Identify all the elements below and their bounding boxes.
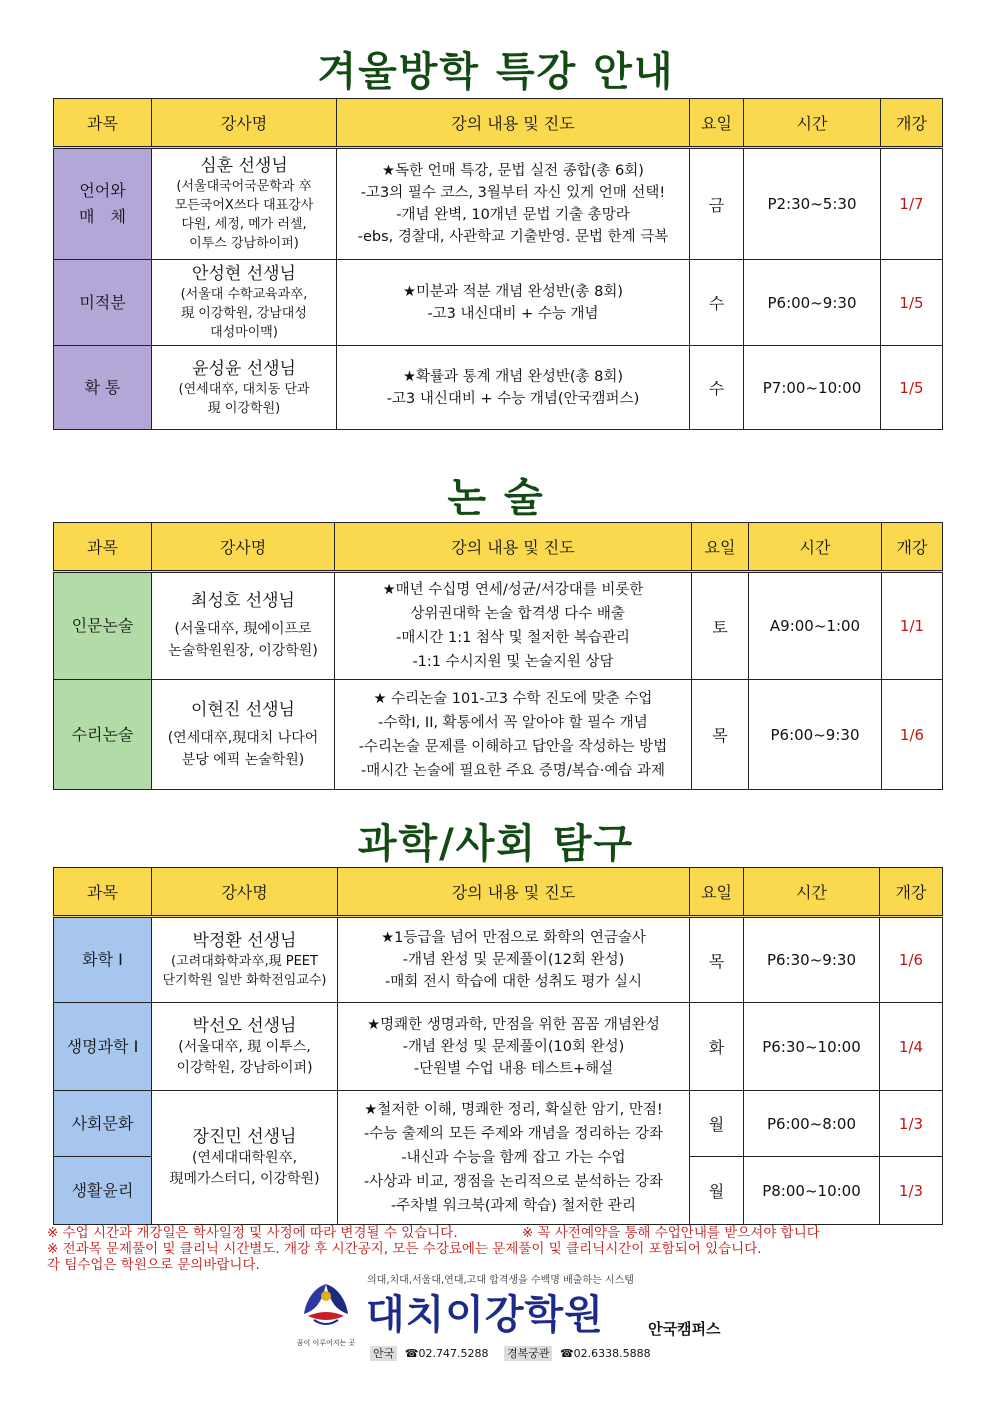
table-row [54,680,943,790]
content-line: -내신과 수능을 함께 잡고 가는 수업 [401,1149,626,1166]
header-day: 요일 [692,523,749,572]
header-time: 시간 [744,868,880,917]
teacher-cell [152,1003,338,1091]
header-open: 개강 [880,868,943,917]
open-date-cell: 1/4 [880,1003,943,1091]
day-cell: 목 [692,680,749,790]
time-cell: P6:30~9:30 [744,917,880,1003]
content-cell [335,572,692,680]
content-line: ★확률과 통계 개념 완성반(총 8회) [402,368,624,385]
table-row [54,572,943,680]
content-cell [337,260,690,346]
open-date-cell: 1/5 [881,260,943,346]
table-row [54,346,943,430]
header-day: 요일 [690,99,744,148]
header-time: 시간 [744,99,881,148]
content-line: ★미분과 적분 개념 완성반(총 8회) [402,283,624,300]
header-open: 개강 [881,99,943,148]
teacher-desc: (서울대卒, 現 이투스, 이강학원, 강남하이퍼) [176,1038,313,1076]
essay-table [53,522,943,790]
contact-info [370,1345,663,1361]
teacher-cell [152,148,337,260]
content-line: -고3 내신대비 + 수능 개념(안국캠퍼스) [386,390,640,407]
section-title-inquiry: 과학/사회 탐구 [357,821,635,867]
open-date-cell: 1/7 [881,148,943,260]
table-header-row [54,99,943,148]
teacher-desc: (연세대대학원卒, 現메가스터디, 이강학원) [169,1149,320,1187]
header-content: 강의 내용 및 진도 [337,99,690,148]
teacher-name: 장진민 선생님 [192,1126,297,1147]
header-open: 개강 [882,523,943,572]
table-header-row [54,523,943,572]
header-time: 시간 [749,523,882,572]
notes [47,1225,947,1273]
teacher-cell [152,1091,338,1225]
teacher-desc: (서울대卒, 現에이프로 논술학원원장, 이강학원) [168,621,318,659]
teacher-desc: (연세대卒,現대치 나다어 분당 에픽 논술학원) [167,729,319,768]
content-cell [338,917,690,1003]
content-line: -1:1 수시지원 및 논술지원 상담 [412,654,614,670]
phone-number: ☎02.6338.5888 [559,1347,651,1360]
teacher-cell [152,917,338,1003]
content-line: -수능 출제의 모든 주제와 개념을 정리하는 강좌 [363,1125,664,1142]
time-cell: P2:30~5:30 [744,148,881,260]
time-cell: P6:00~8:00 [744,1091,880,1157]
teacher-name: 최성호 선생님 [191,591,295,611]
header-content: 강의 내용 및 진도 [338,868,690,917]
content-line: -수학I, II, 확통에서 꼭 알아야 할 필수 개념 [378,714,648,731]
subject-cell: 수리논술 [54,680,152,790]
note-line: 각 팀수업은 학원으로 문의바랍니다. [47,1257,260,1273]
note-line: ※ 전과목 문제풀이 및 클리닉 시간별도. 개강 후 시간공지, 모든 수강료에는 문제풀이 및 클리닉시간이 포함되어 있습니다. [47,1241,762,1257]
content-cell [338,1003,690,1091]
open-date-cell: 1/3 [880,1091,943,1157]
time-cell: A9:00~1:00 [749,572,882,680]
teacher-cell [152,680,335,790]
time-cell: P6:00~9:30 [749,680,882,790]
content-line: -단원별 수업 내용 테스트+해설 [413,1060,614,1077]
header-teacher: 강사명 [152,523,335,572]
content-cell [337,346,690,430]
note-reservation: ※ 꼭 사전예약을 통해 수업안내를 받으셔야 합니다 [521,1225,820,1241]
day-cell: 화 [690,1003,744,1091]
time-cell: P8:00~10:00 [744,1157,880,1225]
table-row [54,1091,943,1157]
content-line: -수리논술 문제를 이해하고 답안을 작성하는 방법 [358,738,668,755]
content-line: ★ 수리논술 101-고3 수학 진도에 맞춘 수업 [373,690,653,707]
teacher-cell [152,260,337,346]
subject-cell: 미적분 [54,260,152,346]
academy-name: 대치이강학원 [366,1292,604,1338]
note-schedule-change: ※ 수업 시간과 개강일은 학사일정 및 사정에 따라 변경될 수 있습니다. [47,1225,458,1241]
subject-cell: 생명과학 I [54,1003,152,1091]
content-line: ★1등급을 넘어 만점으로 화학의 연금술사 [381,930,646,946]
content-line: ★철저한 이해, 명쾌한 정리, 확실한 암기, 만점! [364,1101,663,1118]
subject-cell: 생활윤리 [54,1157,152,1225]
teacher-name: 안성현 선생님 [192,264,296,284]
table-row [54,148,943,260]
header-teacher: 강사명 [152,868,338,917]
content-line: -개념 완벽, 10개년 문법 기출 총망라 [396,207,630,223]
content-line: -고3의 필수 코스, 3월부터 자신 있게 언매 선택! [360,185,666,201]
content-line: -개념 완성 및 문제풀이(10회 완성) [402,1038,625,1055]
campus-name: 안국캠퍼스 [648,1320,721,1338]
teacher-cell [152,572,335,680]
content-cell [335,680,692,790]
content-line: 상위권대학 논술 합격생 다수 배출 [401,606,625,622]
section-title-essay: 논 술 [447,475,545,521]
content-line: -고3 내신대비 + 수능 개념 [427,305,599,322]
footer-tagline: 의대,치대,서울대,연대,고대 합격생을 수백명 배출하는 시스템 [367,1275,634,1286]
teacher-name: 이현진 선생님 [191,699,295,720]
open-date-cell: 1/6 [880,917,943,1003]
open-date-cell: 1/5 [881,346,943,430]
content-line: -매회 전시 학습에 대한 성취도 평가 실시 [385,974,642,990]
time-cell: P6:00~9:30 [744,260,881,346]
subject-cell: 사회문화 [54,1091,152,1157]
table-header-row [54,868,943,917]
content-line: -ebs, 경찰대, 사관학교 기출반영. 문법 한계 극복 [357,229,669,245]
section-title-winter: 겨울방학 특강 안내 [317,49,675,95]
subject-cell: 인문논술 [54,572,152,680]
subject-cell: 확 통 [54,346,152,430]
open-date-cell: 1/1 [882,572,943,680]
content-line: -사상과 비교, 쟁점을 논리적으로 분석하는 강좌 [363,1173,664,1190]
day-cell: 수 [690,260,744,346]
teacher-desc: (서울대 수학교육과卒, 現 이강학원, 강남대성 대성마이맥) [180,287,308,340]
header-day: 요일 [690,868,744,917]
time-cell: P6:30~10:00 [744,1003,880,1091]
logo-caption: 꿈이 이루어지는 곳 [296,1339,356,1347]
branch-label: 경복궁관 [504,1346,553,1361]
content-line: ★매년 수십명 연세/성균/서강대를 비롯한 [382,582,644,598]
teacher-name: 박정환 선생님 [192,931,297,951]
content-cell [338,1091,690,1225]
time-cell: P7:00~10:00 [744,346,881,430]
teacher-name: 박선오 선생님 [192,1015,297,1036]
content-line: ★독한 언매 특강, 문법 실전 종합(총 6회) [382,163,644,179]
content-line: -개념 완성 및 문제풀이(12회 완성) [402,952,625,968]
header-subject: 과목 [54,523,152,572]
teacher-cell [152,346,337,430]
teacher-desc: (연세대卒, 대치동 단과 現 이강학원) [178,381,310,416]
teacher-desc: (고려대화학과卒,現 PEET 단기학원 일반 화학전임교수) [162,954,327,988]
day-cell: 월 [690,1091,744,1157]
academy-logo-icon [296,1280,356,1347]
open-date-cell: 1/3 [880,1157,943,1225]
day-cell: 수 [690,346,744,430]
subject-cell: 화학 I [54,917,152,1003]
header-subject: 과목 [54,99,152,148]
content-line: -매시간 논술에 필요한 주요 증명/복습·예습 과제 [361,762,665,779]
content-line: -매시간 1:1 첨삭 및 철저한 복습관리 [396,630,630,646]
teacher-name: 심훈 선생님 [200,156,288,176]
header-subject: 과목 [54,868,152,917]
table-row [54,917,943,1003]
inquiry-table [53,867,943,1225]
day-cell: 월 [690,1157,744,1225]
table-row [54,260,943,346]
day-cell: 금 [690,148,744,260]
teacher-desc: (서울대국어국문학과 卒 모든국어X쓰다 대표강사 다원, 세정, 메가 러셀, 이투스 강남하이퍼) [174,179,314,251]
content-line: ★명쾌한 생명과학, 만점을 위한 꼼꼼 개념완성 [367,1016,660,1033]
day-cell: 목 [690,917,744,1003]
note-line [47,1225,947,1241]
teacher-name: 윤성윤 선생님 [192,358,296,379]
open-date-cell: 1/6 [882,680,943,790]
branch-label: 안국 [370,1346,397,1361]
day-cell: 토 [692,572,749,680]
phone-number: ☎02.747.5288 [404,1347,489,1360]
content-cell [337,148,690,260]
table-row [54,1003,943,1091]
header-content: 강의 내용 및 진도 [335,523,692,572]
subject-cell: 언어와 매 체 [54,148,152,260]
header-teacher: 강사명 [152,99,337,148]
winter-special-table [53,98,943,430]
content-line: -주차별 워크북(과제 학습) 철저한 관리 [390,1197,637,1214]
